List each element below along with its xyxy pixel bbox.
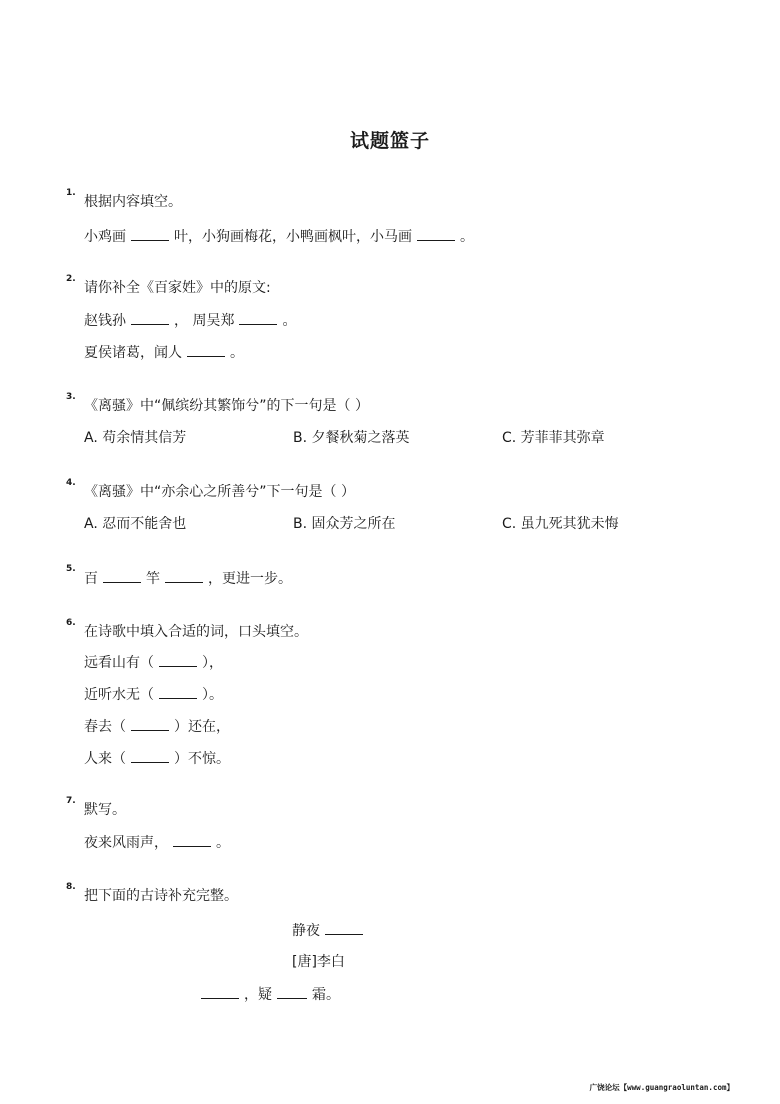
question-2: 2. 请你补全《百家姓》中的原文: 赵钱孙 ， 周吴郑 。 夏侯诸葛，闻人 。 [66, 274, 297, 361]
question-7: 7. 默写。 夜来风雨声， 。 [66, 796, 230, 851]
question-stem: 《离骚》中“亦余心之所善兮”下一句是（ ） [84, 484, 355, 500]
answer-blank[interactable] [131, 748, 169, 763]
question-stem: 把下面的古诗补充完整。 [84, 888, 238, 904]
page-title: 试题篮子 [349, 130, 430, 152]
answer-blank[interactable] [165, 568, 203, 583]
footer-watermark: 广饶论坛【www.guangraoluntan.com】 [589, 1083, 734, 1092]
question-number: 8. [66, 882, 76, 892]
question-stem: 《离骚》中“佩缤纷其繁饰兮”的下一句是（ ） [84, 398, 369, 414]
question-stem: 请你补全《百家姓》中的原文: [84, 280, 271, 296]
poem-title: 静夜 [292, 923, 320, 939]
question-stem: 默写。 [84, 802, 126, 818]
option-a[interactable]: A. 苟余情其信芳 [84, 430, 187, 446]
question-4 [66, 478, 726, 542]
answer-blank[interactable] [417, 226, 455, 241]
answer-blank[interactable] [187, 342, 225, 357]
option-b[interactable]: B. 固众芳之所在 [293, 516, 396, 532]
answer-blank[interactable] [325, 920, 363, 935]
poem-author: [唐]李白 [292, 954, 345, 970]
answer-blank[interactable] [131, 716, 169, 731]
question-stem: 百 竿 ，更进一步。 [84, 568, 292, 589]
answer-blank[interactable] [201, 984, 239, 999]
question-number: 5. [66, 564, 76, 574]
option-b[interactable]: B. 夕餐秋菊之落英 [293, 430, 410, 446]
option-c[interactable]: C. 芳菲菲其弥章 [502, 430, 605, 446]
question-1: 1. 根据内容填空。 小鸡画 叶，小狗画梅花，小鸭画枫叶，小马画 。 [66, 188, 474, 245]
question-3 [66, 392, 726, 456]
question-number: 1. [66, 188, 76, 198]
option-a[interactable]: A. 忍而不能舍也 [84, 516, 187, 532]
answer-blank[interactable] [159, 652, 197, 667]
question-stem: 在诗歌中填入合适的词，口头填空。 [84, 624, 308, 640]
question-number: 3. [66, 392, 76, 402]
answer-blank[interactable] [173, 832, 211, 847]
question-number: 6. [66, 618, 76, 628]
answer-blank[interactable] [131, 226, 169, 241]
question-8: 8. 把下面的古诗补充完整。 静夜 [唐]李白 ，疑 霜。 [66, 886, 726, 1016]
question-stem: 根据内容填空。 [84, 194, 182, 210]
answer-blank[interactable] [239, 310, 277, 325]
answer-blank[interactable] [159, 684, 197, 699]
question-number: 2. [66, 274, 76, 284]
question-number: 7. [66, 796, 76, 806]
question-5 [66, 564, 726, 594]
answer-blank[interactable] [131, 310, 169, 325]
answer-blank[interactable] [277, 984, 307, 999]
question-number: 4. [66, 478, 76, 488]
question-6: 6. 在诗歌中填入合适的词，口头填空。 远看山有（ ）， 近听水无（ ）。 春去（ ）还在， 人来（ ）不惊。 [66, 618, 308, 767]
answer-blank[interactable] [103, 568, 141, 583]
option-c[interactable]: C. 虽九死其犹未悔 [502, 516, 619, 532]
